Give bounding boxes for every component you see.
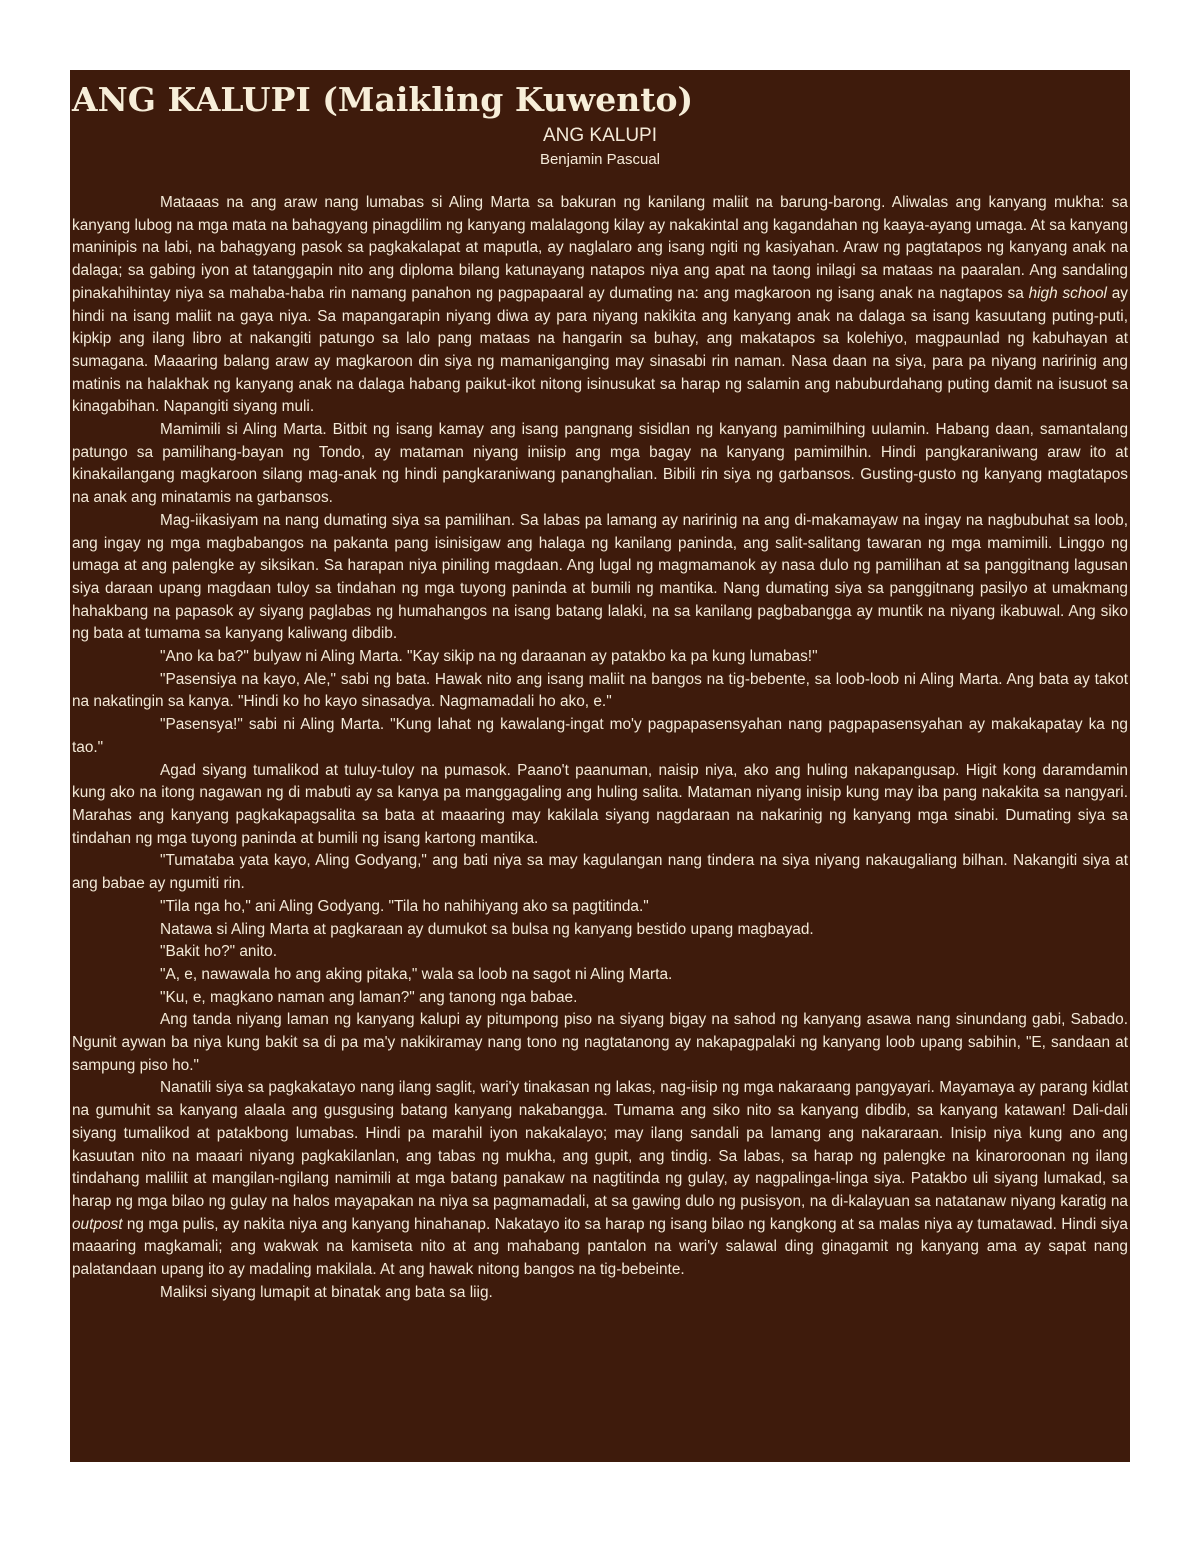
story-title: ANG KALUPI (542, 125, 658, 146)
paragraph: Mataaas na ang araw nang lumabas si Aling Marta sa bakuran ng kanilang maliit na barung-barong. Aliwalas ang kanyang mukha: sa kanyang lubog na mga mata na bahagyang pinagdilim ng kanyang malalagong kilay ay nakakintal ang kagandahan ng kaaya-ayang umaga. At sa kanyang maninipis na labi, na bahagyang pasok sa pagkakalapat at maputla, ay naglalaro ang isang ngiti ng kasiyahan. Araw ng pagtatapos ng kanyang anak na dalaga; sa gabing iyon at tatanggapin nito ang diploma bilang katunayang natapos niya ang apat na taong inilagi sa mataas na paaralan. Ang sandaling pinakahihintay niya sa mahaba-haba rin namang panahon ng pagpapaaral ay dumating na: ang magkaroon ng isang anak na nagtapos sa high school ay hindi na isang maliit na gaya niya. Sa mapangarapin niyang diwa ay para niyang nakikita ang kanyang anak na dalaga sa isang kasuutang puting-puti, kipkip ang ilang libro at nakangiti patungo sa lalo pang mataas na hangarin sa buhay, ang makatapos sa kolehiyo, magpaunlad ng kabuhayan at sumagana. Maaaring balang araw ay magkaroon din siya ng mamaniganging may sinasabi rin naman. Nasa daan na siya, para pa niyang naririnig ang matinis na halakhak ng kanyang anak na dalaga habang paikut-ikot nitong isinusukat sa harap ng salamin ang nabuburdahang puting damit na isusuot sa kinagabihan. Napangiti siyang muli. (72, 194, 1128, 416)
paragraph: "Tumataba yata kayo, Aling Godyang," ang bati niya sa may kagulangan nang tindera na siya niyang nakaugaliang bilhan. Nakangiti siya at ang babae ay ngumiti rin. (72, 852, 1128, 893)
story-body (72, 192, 1128, 1304)
paragraph: Maliksi siyang lumapit at binatak ang bata sa liig. (160, 1283, 493, 1301)
paragraph: Nanatili siya sa pagkakatayo nang ilang saglit, wari'y tinakasan ng lakas, nag-iisip ng mga nakaraang pangyayari. Mayamaya ay parang kidlat na gumuhit sa kanyang alaala ang gusgusing batang kanyang nakabangga. Tumama ang siko nito sa kanyang dibdib, sa kanyang katawan! Dali-dali siyang tumalikod at patakbong lumabas. Hindi pa marahil iyon nakakalayo; may ilang sandali pa lamang ang nakararaan. Inisip niya kung ano ang kasuutan nito na maaari niyang pagkakilanlan, ang tabas ng mukha, ang gupit, ang tindig. Sa labas, sa harap ng palengke na kinaroroonan ng ilang tindahang maliliit at mangilan-ngilang namimili at mga batang panakaw na nagtitinda ng gulay, ay nagpalinga-linga siya. Patakbo uli siyang lumakad, sa harap ng mga bilao ng gulay na halos mayapakan na niya sa pagmamadali, at sa gawing dulo ng pusisyon, na di-kalayuan sa natatanaw niyang karatig na outpost ng mga pulis, ay nakita niya ang kanyang hinahanap. Nakatayo ito sa harap ng isang bilao ng kangkong at sa malas niya ay tumatawad. Hindi siya maaaring magkamali; ang wakwak na kamiseta nito at ang mahabang pantalon na wari'y salawal ding ginagamit ng kanyang ama ay sapat nang palatandaan upang ito ay madaling makilala. At ang hawak nitong bangos na tig-bebeinte. (72, 1079, 1128, 1279)
paragraph: Ang tanda niyang laman ng kanyang kalupi ay pitumpong piso na siyang bigay na sahod ng kanyang asawa nang sinundang gabi, Sabado. Ngunit aywan ba niya kung bakit sa di pa ma'y nakikiramay nang tono ng nagtatanong ay nakapagpalaki ng kanyang loob upang sabihin, "E, sandaan at sampung piso ho." (72, 1011, 1128, 1074)
page-title: ANG KALUPI (Maikling Kuwento) (72, 80, 694, 119)
paragraph: "A, e, nawawala ho ang aking pitaka," wala sa loob na sagot ni Aling Marta. (160, 965, 673, 983)
paragraph: "Bakit ho?" anito. (160, 943, 278, 961)
author-name: Benjamin Pascual (539, 151, 661, 168)
paragraph: Agad siyang tumalikod at tuluy-tuloy na pumasok. Paano't paanuman, naisip niya, ako ang huling nakapangusap. Higit kong daramdamin kung ako na itong nagawan ng di mabuti ay sa kanya pa manggagaling ang huling salita. Mataman niyang inisip kung may iba pang nakakita sa nangyari. Marahas ang kanyang pagkakapagsalita sa bata at maaaring may kakilala siyang nagdaraan na nakarinig ng kanyang mga sinabi. Dumating siya sa tindahan ng mga tuyong paninda at bumili ng isang kartong mantika. (72, 761, 1128, 847)
paragraph: "Pasensiya na kayo, Ale," sabi ng bata. Hawak nito ang isang maliit na bangos na tig-bebente, sa loob-loob ni Aling Marta. Ang bata ay takot na nakatingin sa kanya. "Hindi ko ho kayo sinasadya. Nagmamadali ho ako, e." (72, 670, 1128, 711)
paragraph: "Ano ka ba?" bulyaw ni Aling Marta. "Kay sikip na ng daraanan ay patakbo ka pa kung lumabas!" (160, 648, 818, 666)
paragraph: Mamimili si Aling Marta. Bitbit ng isang kamay ang isang pangnang sisidlan ng kanyang pamimilhing uulamin. Habang daan, samantalang patungo sa pamilihang-bayan ng Tondo, ay mataman niyang iniisip ang mga bagay na kanyang pamimilhin. Hindi pangkaraniwang araw ito at kinakailangang magkaroon silang mag-anak ng hindi pangkaraniwang pananghalian. Bibili rin siya ng garbansos. Gusting-gusto ng kanyang magtatapos na anak ang minatamis na garbansos. (72, 421, 1128, 507)
paragraph: "Tila nga ho," ani Aling Godyang. "Tila ho nahihiyang ako sa pagtitinda." (160, 897, 649, 915)
document-panel (70, 70, 1130, 1462)
paragraph: Mag-iikasiyam na nang dumating siya sa pamilihan. Sa labas pa lamang ay naririnig na ang di-makamayaw na ingay na nagbubuhat sa loob, ang ingay ng mga magbabangos na pakanta pang isinisigaw ang halaga ng kanilang paninda, ang salit-salitang tawaran ng mga mamimili. Linggo ng umaga at ang palengke ay siksikan. Sa harapan niya piniling magdaan. Ang lugal ng magmamanok ay nasa dulo ng pamilihan at sa panggitnang lagusan siya daraan upang magdaan tuloy sa tindahan ng mga tuyong paninda at bumili ng mantika. Nang dumating siya sa panggitnang pasilyo at umakmang hahakbang na papasok ay siyang paglabas ng humahangos na isang batang lalaki, na sa kanilang pagbabangga ay muntik na niyang ikabuwal. Ang siko ng bata at tumama sa kanyang kaliwang dibdib. (72, 511, 1128, 643)
paragraph: "Ku, e, magkano naman ang laman?" ang tanong nga babae. (160, 988, 578, 1006)
paragraph: Natawa si Aling Marta at pagkaraan ay dumukot sa bulsa ng kanyang bestido upang magbayad. (160, 920, 814, 938)
paragraph: "Pasensya!" sabi ni Aling Marta. "Kung lahat ng kawalang-ingat mo'y pagpapasensyahan nang pagpapasensyahan ay makakapatay ka ng tao." (72, 716, 1128, 756)
